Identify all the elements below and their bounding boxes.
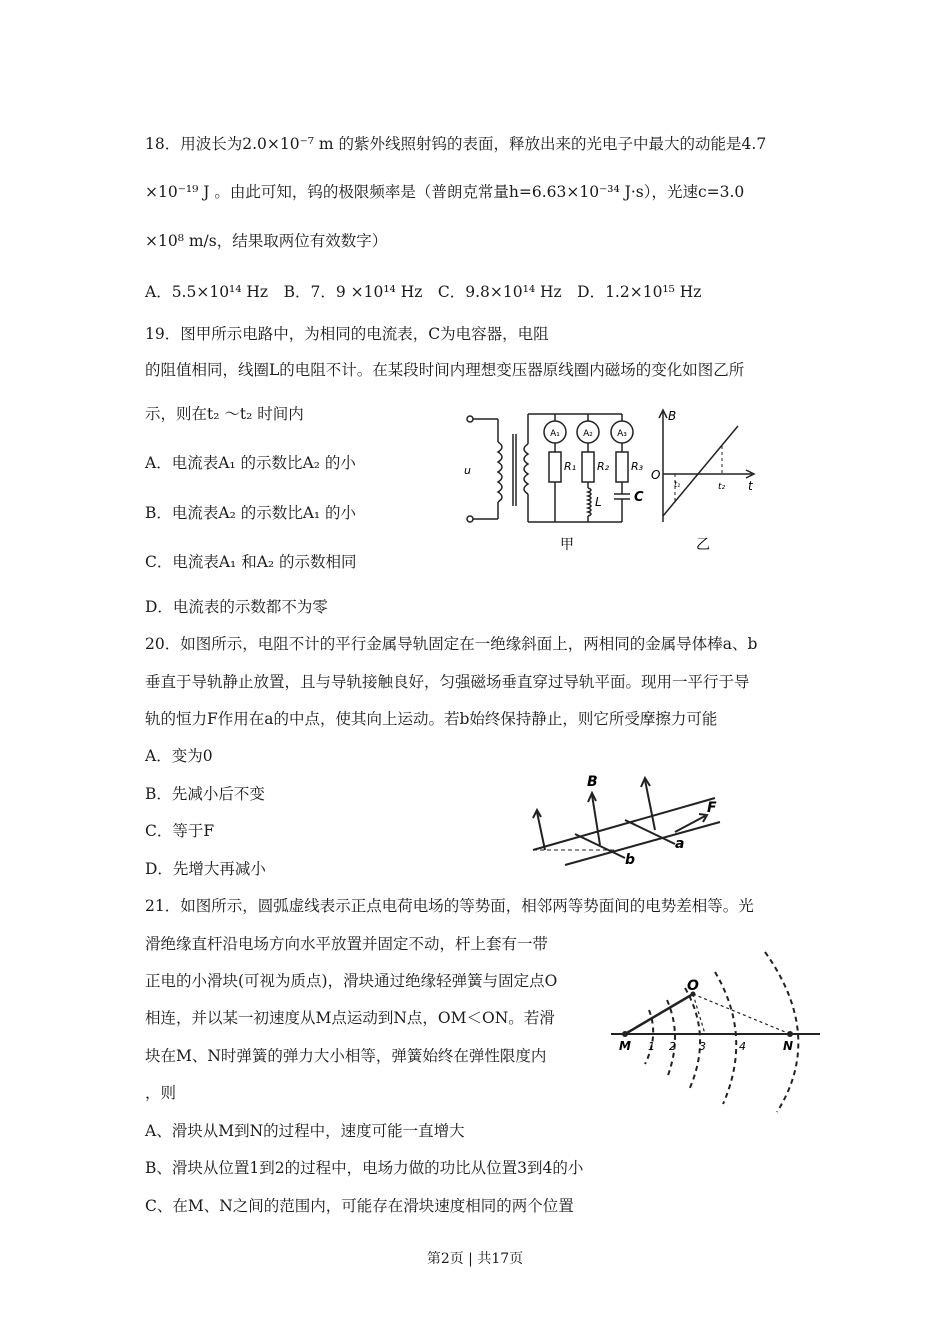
figure-jia-label: 甲 bbox=[560, 537, 574, 553]
q18-line-2: ×10⁻¹⁹ J 。由此可知，钨的极限频率是（普朗克常量h=6.63×10⁻³⁴ J·s），光速c=3.0 bbox=[145, 183, 745, 201]
q19-option-d: D．电流表的示数都不为零 bbox=[145, 598, 328, 616]
rod-a-label: a bbox=[675, 836, 685, 852]
position-1-label: 1 bbox=[648, 1040, 655, 1053]
q20-line-3: 轨的恒力F作用在a的中点，使其向上运动。若b始终保持静止，则它所受摩擦力可能 bbox=[145, 710, 718, 728]
q19-option-c: C．电流表A₁ 和A₂ 的示数相同 bbox=[145, 553, 357, 571]
resistor-r1-label: R₁ bbox=[564, 460, 577, 473]
q19-line-2: 的阻值相同，线圈L的电阻不计。在某段时间内理想变压器原线圈内磁场的变化如图乙所 bbox=[145, 361, 745, 379]
q21-line-5: 块在M、N时弹簧的弹力大小相等，弹簧始终在弹性限度内 bbox=[145, 1047, 547, 1065]
graph-t-axis-label: t bbox=[748, 479, 753, 493]
graph-t2-label: t₂ bbox=[718, 482, 726, 492]
point-n-label: N bbox=[783, 1039, 794, 1053]
q19-line-3: 示，则在t₂ ～t₂ 时间内 bbox=[145, 405, 304, 423]
inductor-label: L bbox=[595, 495, 602, 509]
q21-option-b: B、滑块从位置1到2的过程中，电场力做的功比从位置3到4的小 bbox=[145, 1159, 584, 1177]
figure-yi-label: 乙 bbox=[696, 537, 710, 553]
q19-option-a: A．电流表A₁ 的示数比A₂ 的小 bbox=[145, 454, 356, 472]
q20-option-a: A．变为0 bbox=[145, 747, 213, 765]
q21-line-3: 正电的小滑块(可视为质点)，滑块通过绝缘轻弹簧与固定点O bbox=[145, 972, 558, 990]
graph-t1-label: t₁ bbox=[674, 480, 681, 489]
rails-figure bbox=[525, 770, 730, 870]
q20-option-d: D．先增大再减小 bbox=[145, 860, 266, 878]
q20-option-c: C．等于F bbox=[145, 822, 215, 840]
field-b-label: B bbox=[587, 774, 598, 790]
q20-line-1: 20．如图所示，电阻不计的平行金属导轨固定在一绝缘斜面上，两相同的金属导体棒a、b bbox=[145, 635, 758, 653]
rod-b-label: b bbox=[625, 852, 636, 868]
q18-line-1: 18．用波长为2.0×10⁻⁷ m 的紫外线照射钨的表面，释放出来的光电子中最大的动能是4.7 bbox=[145, 135, 767, 153]
q21-option-a: A、滑块从M到N的过程中，速度可能一直增大 bbox=[145, 1122, 465, 1140]
q21-option-c: C、在M、N之间的范围内，可能存在滑块速度相同的两个位置 bbox=[145, 1197, 574, 1215]
circuit-figure bbox=[460, 404, 770, 556]
force-f-label: F bbox=[707, 800, 717, 816]
equipotential-figure bbox=[605, 948, 825, 1118]
point-m-label: M bbox=[619, 1039, 631, 1053]
capacitor-label: C bbox=[634, 490, 644, 505]
q21-line-1: 21．如图所示，圆弧虚线表示正点电荷电场的等势面，相邻两等势面间的电势差相等。光 bbox=[145, 897, 754, 915]
q21-line-6: ，则 bbox=[145, 1084, 177, 1102]
q20-line-2: 垂直于导轨静止放置，且与导轨接触良好，匀强磁场垂直穿过导轨平面。现用一平行于导 bbox=[145, 673, 750, 691]
resistor-r3-label: R₃ bbox=[631, 460, 644, 473]
point-o-label: O bbox=[687, 978, 699, 994]
voltage-u-label: u bbox=[464, 464, 471, 477]
q18-options: A．5.5×10¹⁴ Hz B．7．9 ×10¹⁴ Hz C．9.8×10¹⁴ Hz D．1.2×10¹⁵ Hz bbox=[145, 283, 702, 301]
position-3-label: 3 bbox=[699, 1040, 706, 1053]
q21-line-2: 滑绝缘直杆沿电场方向水平放置并固定不动，杆上套有一带 bbox=[145, 935, 549, 953]
page-footer: 第2页 | 共17页 bbox=[426, 1251, 524, 1267]
q19-option-b: B．电流表A₂ 的示数比A₁ 的小 bbox=[145, 504, 357, 522]
graph-origin-label: O bbox=[651, 468, 661, 482]
position-2-label: 2 bbox=[669, 1040, 676, 1053]
ammeter-a2-label: A₂ bbox=[583, 429, 593, 439]
q19-line-1: 19．图甲所示电路中，为相同的电流表，C为电容器，电阻 bbox=[145, 325, 549, 343]
ammeter-a3-label: A₃ bbox=[617, 429, 627, 439]
graph-b-axis-label: B bbox=[668, 409, 677, 423]
position-4-label: 4 bbox=[739, 1040, 746, 1053]
ammeter-a1-label: A₁ bbox=[550, 429, 560, 439]
q18-line-3: ×10⁸ m/s，结果取两位有效数字） bbox=[145, 232, 388, 250]
resistor-r2-label: R₂ bbox=[597, 460, 610, 473]
q21-line-4: 相连，并以某一初速度从M点运动到N点，OM＜ON。若滑 bbox=[145, 1009, 555, 1027]
q20-option-b: B．先减小后不变 bbox=[145, 785, 265, 803]
